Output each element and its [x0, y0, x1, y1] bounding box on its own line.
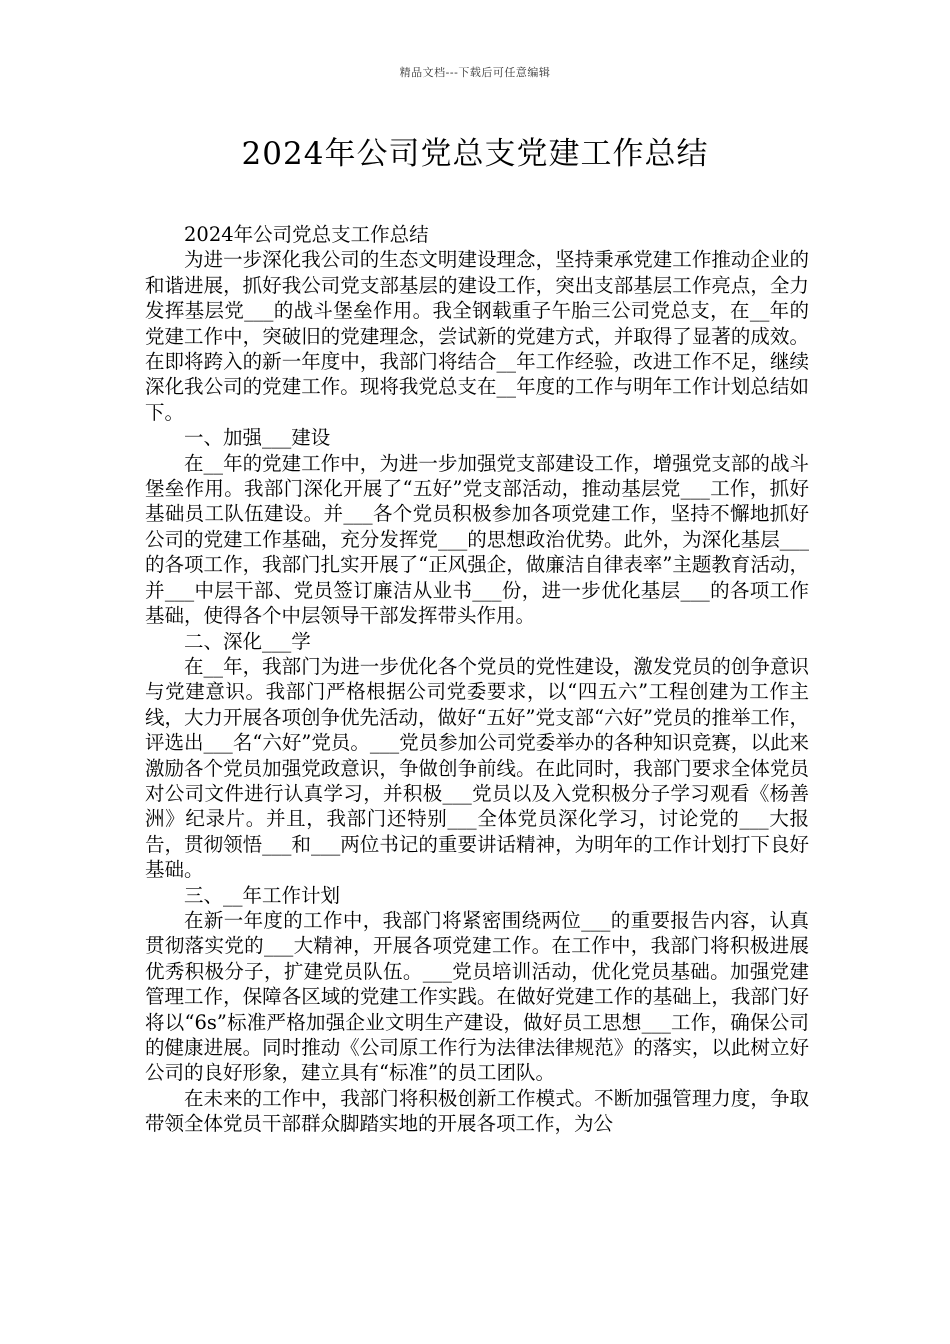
- paragraph-subtitle: 2024年公司党总支工作总结: [184, 223, 429, 246]
- document-title: 2024年公司党总支党建工作总结: [241, 136, 709, 172]
- paragraph-closing: 在未来的工作中，我部门将积极创新工作模式。不断加强管理力度，争取带领全体党员干部群众脚踏实地的开展各项工作，为公: [145, 1086, 809, 1136]
- section-heading-2: 二、深化___学: [184, 629, 311, 653]
- header-note: 精品文档---下载后可任意编辑: [399, 66, 551, 79]
- section-heading-3: 三、__年工作计划: [184, 883, 341, 907]
- section-heading-1: 一、加强___建设: [184, 426, 331, 450]
- paragraph-section-2: 在__年，我部门为进一步优化各个党员的党性建设，激发党员的创争意识与党建意识。我部门严格根据公司党委要求，以“四五六”工程创建为工作主线，大力开展各项创争优先活动，做好“五好”党支部“六好”党员的推举工作，评选出___名“六好”党员。___党员参加公司党委举办的各种知识竞赛，以此来激励各个党员加强党政意识，争做创争前线。在此同时，我部门要求全体党员对公司文件进行认真学习，并积极___党员以及入党积极分子学习观看《杨善洲》纪录片。并且，我部门还特别___全体党员深化学习，讨论党的___大报告，贯彻领悟___和___两位书记的重要讲话精神，为明年的工作计划打下良好基础。: [145, 654, 809, 882]
- document-body: [145, 222, 809, 1137]
- paragraph-section-3: 在新一年度的工作中，我部门将紧密围绕两位___的重要报告内容，认真贯彻落实党的___大精神，开展各项党建工作。在工作中，我部门将积极进展优秀积极分子，扩建党员队伍。___党员培训活动，优化党员基础。加强党建管理工作，保障各区域的党建工作实践。在做好党建工作的基础上，我部门好将以“6s”标准严格加强企业文明生产建设，做好员工思想___工作，确保公司的健康进展。同时推动《公司原工作行为法律法律规范》的落实，以此树立好公司的良好形象，建立具有“标准”的员工团队。: [145, 908, 809, 1085]
- paragraph-section-1: 在__年的党建工作中，为进一步加强党支部建设工作，增强党支部的战斗堡垒作用。我部门深化开展了“五好”党支部活动，推动基层党___工作，抓好基础员工队伍建设。并___各个党员积极参加各项党建工作，坚持不懈地抓好公司的党建工作基础，充分发挥党___的思想政治优势。此外，为深化基层___的各项工作，我部门扎实开展了“正风强企，做廉洁自律表率”主题教育活动，并___中层干部、党员签订廉洁从业书___份，进一步优化基层___的各项工作基础，使得各个中层领导干部发挥带头作用。: [145, 451, 809, 628]
- paragraph-intro: 为进一步深化我公司的生态文明建设理念，坚持秉承党建工作推动企业的和谐进展，抓好我公司党支部基层的建设工作，突出支部基层工作亮点，全力发挥基层党___的战斗堡垒作用。我全钢载重子午胎三公司党总支，在__年的党建工作中，突破旧的党建理念，尝试新的党建方式，并取得了显著的成效。在即将跨入的新一年度中，我部门将结合__年工作经验，改进工作不足，继续深化我公司的党建工作。现将我党总支在__年度的工作与明年工作计划总结如下。: [145, 248, 809, 424]
